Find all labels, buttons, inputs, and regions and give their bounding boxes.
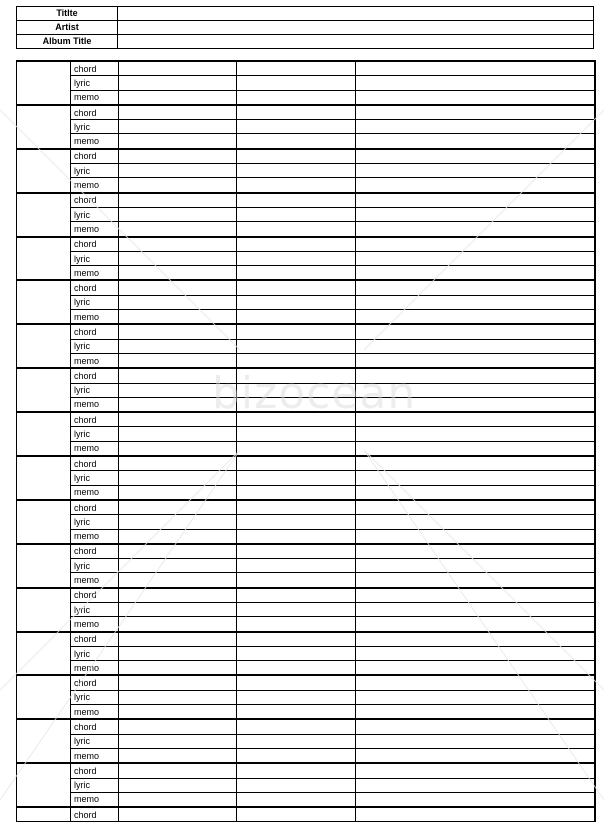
grid-row-lyric: [17, 559, 595, 573]
grid-row-chord: [17, 368, 595, 383]
row-label-lyric: lyric: [71, 383, 119, 397]
lyric-entry-cell[interactable]: [119, 76, 237, 90]
lyric-entry-cell[interactable]: [237, 471, 356, 485]
lyric-entry-cell[interactable]: [237, 778, 356, 792]
chord-entry-cell[interactable]: [237, 763, 356, 778]
grid-row-chord: [17, 149, 595, 164]
memo-entry-cell[interactable]: [356, 573, 595, 588]
memo-entry-cell[interactable]: [237, 617, 356, 632]
song-info-table: [16, 6, 594, 49]
lyric-entry-cell[interactable]: [356, 76, 595, 90]
grid-row-chord: [17, 280, 595, 295]
chord-entry-cell[interactable]: [237, 675, 356, 690]
chord-entry-cell[interactable]: [237, 61, 356, 76]
grid-row-lyric: [17, 207, 595, 221]
chord-entry-cell[interactable]: [119, 61, 237, 76]
memo-entry-cell[interactable]: [237, 222, 356, 237]
grid-row-lyric: [17, 734, 595, 748]
row-label-memo: memo: [71, 617, 119, 632]
row-label-chord: chord: [71, 324, 119, 339]
row-label-chord: chord: [71, 632, 119, 647]
lyric-entry-cell[interactable]: [119, 427, 237, 441]
chord-entry-cell[interactable]: [237, 719, 356, 734]
lyric-entry-cell[interactable]: [237, 559, 356, 573]
memo-entry-cell[interactable]: [119, 353, 237, 368]
memo-entry-cell[interactable]: [237, 397, 356, 412]
row-label-memo: memo: [71, 573, 119, 588]
album-title-row: [17, 35, 594, 49]
memo-entry-cell[interactable]: [237, 705, 356, 720]
grid-row-lyric: [17, 383, 595, 397]
memo-entry-cell[interactable]: [237, 353, 356, 368]
title-row: [17, 7, 594, 21]
chord-entry-cell[interactable]: [356, 193, 595, 208]
block-side-cell[interactable]: [17, 105, 71, 149]
lyric-entry-cell[interactable]: [356, 339, 595, 353]
row-label-chord: chord: [71, 456, 119, 471]
row-label-lyric: lyric: [71, 690, 119, 704]
grid-row-memo: [17, 441, 595, 456]
lyric-entry-cell[interactable]: [119, 778, 237, 792]
memo-entry-cell[interactable]: [119, 178, 237, 193]
chord-entry-cell[interactable]: [237, 412, 356, 427]
chord-entry-cell[interactable]: [119, 632, 237, 647]
grid-row-chord: [17, 500, 595, 515]
lyric-entry-cell[interactable]: [356, 690, 595, 704]
grid-row-chord: [17, 675, 595, 690]
memo-entry-cell[interactable]: [119, 222, 237, 237]
block-side-cell[interactable]: [17, 763, 71, 807]
memo-entry-cell[interactable]: [119, 617, 237, 632]
row-label-chord: chord: [71, 237, 119, 252]
row-label-memo: memo: [71, 705, 119, 720]
chord-entry-cell[interactable]: [356, 632, 595, 647]
row-label-lyric: lyric: [71, 734, 119, 748]
block-side-cell[interactable]: [17, 280, 71, 324]
chord-entry-cell[interactable]: [119, 149, 237, 164]
chord-entry-cell[interactable]: [237, 149, 356, 164]
block-side-cell[interactable]: [17, 544, 71, 588]
lyric-entry-cell[interactable]: [237, 427, 356, 441]
chord-entry-cell[interactable]: [356, 675, 595, 690]
chord-entry-cell[interactable]: [119, 368, 237, 383]
chord-entry-cell[interactable]: [119, 456, 237, 471]
block-side-cell[interactable]: [17, 324, 71, 368]
row-label-memo: memo: [71, 353, 119, 368]
memo-entry-cell[interactable]: [119, 310, 237, 325]
chord-entry-cell[interactable]: [119, 763, 237, 778]
chord-entry-cell[interactable]: [356, 149, 595, 164]
block-side-cell[interactable]: [17, 61, 71, 105]
block-side-cell[interactable]: [17, 588, 71, 632]
lyric-entry-cell[interactable]: [119, 646, 237, 660]
chord-entry-cell[interactable]: [119, 500, 237, 515]
chord-entry-cell[interactable]: [237, 193, 356, 208]
grid-row-memo: [17, 178, 595, 193]
chord-entry-cell[interactable]: [119, 193, 237, 208]
chord-entry-cell[interactable]: [119, 280, 237, 295]
lyric-entry-cell[interactable]: [237, 339, 356, 353]
artist-field[interactable]: [118, 21, 594, 35]
grid-row-lyric: [17, 164, 595, 178]
row-label-lyric: lyric: [71, 471, 119, 485]
chord-entry-cell[interactable]: [119, 675, 237, 690]
row-label-chord: chord: [71, 412, 119, 427]
grid-row-lyric: [17, 295, 595, 309]
grid-row-memo: [17, 266, 595, 281]
memo-entry-cell[interactable]: [356, 310, 595, 325]
grid-row-lyric: [17, 778, 595, 792]
lyric-entry-cell[interactable]: [356, 734, 595, 748]
lyric-entry-cell[interactable]: [237, 207, 356, 221]
memo-entry-cell[interactable]: [119, 90, 237, 105]
grid-row-lyric: [17, 76, 595, 90]
chord-entry-cell[interactable]: [119, 588, 237, 603]
block-side-cell[interactable]: [17, 149, 71, 193]
block-side-cell[interactable]: [17, 675, 71, 719]
grid-row-lyric: [17, 602, 595, 616]
chord-entry-cell[interactable]: [356, 105, 595, 120]
row-label-lyric: lyric: [71, 207, 119, 221]
row-label-lyric: lyric: [71, 76, 119, 90]
lyric-entry-cell[interactable]: [119, 339, 237, 353]
memo-entry-cell[interactable]: [237, 310, 356, 325]
block-side-cell[interactable]: [17, 193, 71, 237]
grid-row-memo: [17, 397, 595, 412]
memo-entry-cell[interactable]: [119, 573, 237, 588]
lyric-entry-cell[interactable]: [356, 471, 595, 485]
row-label-chord: chord: [71, 719, 119, 734]
chord-lyric-grid: [16, 60, 596, 822]
lyric-entry-cell[interactable]: [119, 383, 237, 397]
grid-row-memo: [17, 485, 595, 500]
row-label-lyric: lyric: [71, 427, 119, 441]
row-label-memo: memo: [71, 310, 119, 325]
lyric-entry-cell[interactable]: [237, 734, 356, 748]
title-label: Titlte: [17, 7, 118, 21]
grid-row-memo: [17, 573, 595, 588]
memo-entry-cell[interactable]: [237, 661, 356, 676]
chord-entry-cell[interactable]: [356, 500, 595, 515]
lyric-entry-cell[interactable]: [119, 734, 237, 748]
chord-entry-cell[interactable]: [119, 412, 237, 427]
grid-row-chord: [17, 193, 595, 208]
lyric-entry-cell[interactable]: [119, 251, 237, 265]
chord-entry-cell[interactable]: [237, 588, 356, 603]
chord-entry-cell[interactable]: [119, 237, 237, 252]
lyric-entry-cell[interactable]: [119, 559, 237, 573]
block-side-cell[interactable]: [17, 237, 71, 281]
chord-entry-cell[interactable]: [237, 237, 356, 252]
row-label-memo: memo: [71, 748, 119, 763]
row-label-memo: memo: [71, 134, 119, 149]
chord-entry-cell[interactable]: [119, 324, 237, 339]
grid-row-chord: [17, 632, 595, 647]
grid-row-chord: [17, 544, 595, 559]
lyric-entry-cell[interactable]: [119, 207, 237, 221]
chord-entry-cell[interactable]: [356, 324, 595, 339]
row-label-memo: memo: [71, 222, 119, 237]
grid-row-memo: [17, 529, 595, 544]
lyric-entry-cell[interactable]: [237, 251, 356, 265]
row-label-memo: memo: [71, 441, 119, 456]
grid-row-lyric: [17, 251, 595, 265]
memo-entry-cell[interactable]: [119, 485, 237, 500]
chord-entry-cell[interactable]: [237, 544, 356, 559]
chord-entry-cell[interactable]: [237, 368, 356, 383]
row-label-lyric: lyric: [71, 646, 119, 660]
memo-entry-cell[interactable]: [356, 90, 595, 105]
block-side-cell[interactable]: [17, 500, 71, 544]
chord-entry-cell[interactable]: [356, 807, 595, 822]
lyric-entry-cell[interactable]: [237, 515, 356, 529]
row-label-memo: memo: [71, 178, 119, 193]
block-side-cell[interactable]: [17, 807, 71, 822]
chord-entry-cell[interactable]: [119, 807, 237, 822]
artist-label: Artist: [17, 21, 118, 35]
lyric-entry-cell[interactable]: [119, 295, 237, 309]
chord-entry-cell[interactable]: [237, 456, 356, 471]
memo-entry-cell[interactable]: [237, 178, 356, 193]
lyric-entry-cell[interactable]: [237, 295, 356, 309]
row-label-memo: memo: [71, 397, 119, 412]
memo-entry-cell[interactable]: [237, 573, 356, 588]
memo-entry-cell[interactable]: [356, 748, 595, 763]
memo-entry-cell[interactable]: [237, 441, 356, 456]
album-title-field[interactable]: [118, 35, 594, 49]
lyric-entry-cell[interactable]: [119, 120, 237, 134]
chord-entry-cell[interactable]: [356, 237, 595, 252]
chord-entry-cell[interactable]: [237, 632, 356, 647]
grid-row-memo: [17, 134, 595, 149]
lyric-entry-cell[interactable]: [356, 515, 595, 529]
row-label-memo: memo: [71, 266, 119, 281]
watermark-brand: bizocean: [212, 368, 417, 419]
block-side-cell[interactable]: [17, 632, 71, 676]
grid-row-chord: [17, 588, 595, 603]
row-label-lyric: lyric: [71, 559, 119, 573]
row-label-memo: memo: [71, 485, 119, 500]
memo-entry-cell[interactable]: [356, 222, 595, 237]
row-label-chord: chord: [71, 105, 119, 120]
lyric-entry-cell[interactable]: [356, 646, 595, 660]
row-label-lyric: lyric: [71, 778, 119, 792]
row-label-memo: memo: [71, 90, 119, 105]
grid-row-lyric: [17, 646, 595, 660]
memo-entry-cell[interactable]: [237, 485, 356, 500]
grid-row-lyric: [17, 427, 595, 441]
memo-entry-cell[interactable]: [237, 266, 356, 281]
chord-entry-cell[interactable]: [356, 763, 595, 778]
lyric-entry-cell[interactable]: [356, 427, 595, 441]
lyric-entry-cell[interactable]: [237, 120, 356, 134]
block-side-cell[interactable]: [17, 719, 71, 763]
chord-entry-cell[interactable]: [356, 456, 595, 471]
grid-row-chord: [17, 456, 595, 471]
grid-row-lyric: [17, 339, 595, 353]
grid-row-chord: [17, 237, 595, 252]
memo-entry-cell[interactable]: [119, 705, 237, 720]
lyric-entry-cell[interactable]: [356, 778, 595, 792]
grid-row-partial: [17, 807, 595, 822]
memo-entry-cell[interactable]: [119, 748, 237, 763]
chord-entry-cell[interactable]: [119, 105, 237, 120]
memo-entry-cell[interactable]: [356, 266, 595, 281]
lyric-entry-cell[interactable]: [356, 164, 595, 178]
memo-entry-cell[interactable]: [356, 705, 595, 720]
lyric-entry-cell[interactable]: [237, 164, 356, 178]
lyric-entry-cell[interactable]: [356, 602, 595, 616]
lyric-entry-cell[interactable]: [119, 164, 237, 178]
row-label-chord: chord: [71, 588, 119, 603]
grid-row-lyric: [17, 515, 595, 529]
chord-entry-cell[interactable]: [356, 61, 595, 76]
memo-entry-cell[interactable]: [356, 353, 595, 368]
row-label-memo: memo: [71, 529, 119, 544]
lyric-entry-cell[interactable]: [237, 646, 356, 660]
grid-row-chord: [17, 719, 595, 734]
row-label-lyric: lyric: [71, 251, 119, 265]
lyric-entry-cell[interactable]: [119, 471, 237, 485]
row-label-memo: memo: [71, 661, 119, 676]
row-label-chord: chord: [71, 368, 119, 383]
block-side-cell[interactable]: [17, 456, 71, 500]
title-field[interactable]: [118, 7, 594, 21]
lyric-entry-cell[interactable]: [356, 251, 595, 265]
memo-entry-cell[interactable]: [119, 441, 237, 456]
lyric-entry-cell[interactable]: [237, 76, 356, 90]
memo-entry-cell[interactable]: [356, 134, 595, 149]
chord-entry-cell[interactable]: [356, 368, 595, 383]
grid-row-memo: [17, 222, 595, 237]
memo-entry-cell[interactable]: [356, 178, 595, 193]
row-label-lyric: lyric: [71, 339, 119, 353]
lyric-entry-cell[interactable]: [356, 120, 595, 134]
row-label-chord: chord: [71, 149, 119, 164]
album-title-label: Album Title: [17, 35, 118, 49]
lyric-entry-cell[interactable]: [356, 559, 595, 573]
grid-row-memo: [17, 661, 595, 676]
grid-row-chord: [17, 412, 595, 427]
block-side-cell[interactable]: [17, 368, 71, 412]
grid-row-memo: [17, 353, 595, 368]
lyric-entry-cell[interactable]: [119, 515, 237, 529]
chord-entry-cell[interactable]: [356, 280, 595, 295]
chord-entry-cell[interactable]: [119, 544, 237, 559]
chord-entry-cell[interactable]: [356, 544, 595, 559]
chord-entry-cell[interactable]: [237, 324, 356, 339]
row-label-chord: chord: [71, 193, 119, 208]
memo-entry-cell[interactable]: [119, 266, 237, 281]
grid-row-chord: [17, 763, 595, 778]
memo-entry-cell[interactable]: [237, 529, 356, 544]
chord-entry-cell[interactable]: [356, 588, 595, 603]
lyric-entry-cell[interactable]: [237, 602, 356, 616]
memo-entry-cell[interactable]: [356, 617, 595, 632]
memo-entry-cell[interactable]: [356, 529, 595, 544]
memo-entry-cell[interactable]: [119, 397, 237, 412]
memo-entry-cell[interactable]: [356, 485, 595, 500]
row-label-chord: chord: [71, 61, 119, 76]
row-label-lyric: lyric: [71, 602, 119, 616]
chord-entry-cell[interactable]: [356, 412, 595, 427]
grid-row-memo: [17, 617, 595, 632]
grid-row-lyric: [17, 690, 595, 704]
lyric-entry-cell[interactable]: [119, 602, 237, 616]
grid-row-chord: [17, 324, 595, 339]
chord-entry-cell[interactable]: [237, 500, 356, 515]
row-label-chord: chord: [71, 280, 119, 295]
lyric-entry-cell[interactable]: [356, 383, 595, 397]
grid-row-lyric: [17, 471, 595, 485]
lyric-entry-cell[interactable]: [119, 690, 237, 704]
row-label-chord: chord: [71, 763, 119, 778]
chord-entry-cell[interactable]: [356, 719, 595, 734]
row-label-chord: chord: [71, 675, 119, 690]
row-label-memo: memo: [71, 792, 119, 807]
chord-entry-cell[interactable]: [237, 807, 356, 822]
block-side-cell[interactable]: [17, 412, 71, 456]
row-label-lyric: lyric: [71, 164, 119, 178]
memo-entry-cell[interactable]: [119, 661, 237, 676]
grid-row-chord: [17, 105, 595, 120]
row-label-lyric: lyric: [71, 295, 119, 309]
memo-entry-cell[interactable]: [237, 748, 356, 763]
memo-entry-cell[interactable]: [356, 441, 595, 456]
memo-entry-cell[interactable]: [356, 397, 595, 412]
chord-entry-cell[interactable]: [237, 280, 356, 295]
chord-entry-cell[interactable]: [119, 719, 237, 734]
row-label-lyric: lyric: [71, 515, 119, 529]
memo-entry-cell[interactable]: [237, 90, 356, 105]
memo-entry-cell[interactable]: [119, 134, 237, 149]
grid-row-lyric: [17, 120, 595, 134]
grid-row-memo: [17, 748, 595, 763]
lyric-entry-cell[interactable]: [237, 383, 356, 397]
row-label-chord: chord: [71, 544, 119, 559]
row-label-chord-partial: chord: [71, 807, 119, 822]
lyric-entry-cell[interactable]: [356, 207, 595, 221]
chord-entry-cell[interactable]: [237, 105, 356, 120]
grid-row-memo: [17, 705, 595, 720]
memo-entry-cell[interactable]: [119, 529, 237, 544]
memo-entry-cell[interactable]: [237, 134, 356, 149]
grid-row-memo: [17, 90, 595, 105]
row-label-chord: chord: [71, 500, 119, 515]
lyric-entry-cell[interactable]: [237, 690, 356, 704]
row-label-lyric: lyric: [71, 120, 119, 134]
artist-row: [17, 21, 594, 35]
lyric-entry-cell[interactable]: [356, 295, 595, 309]
grid-row-chord: [17, 61, 595, 76]
memo-entry-cell[interactable]: [356, 661, 595, 676]
grid-row-memo: [17, 310, 595, 325]
